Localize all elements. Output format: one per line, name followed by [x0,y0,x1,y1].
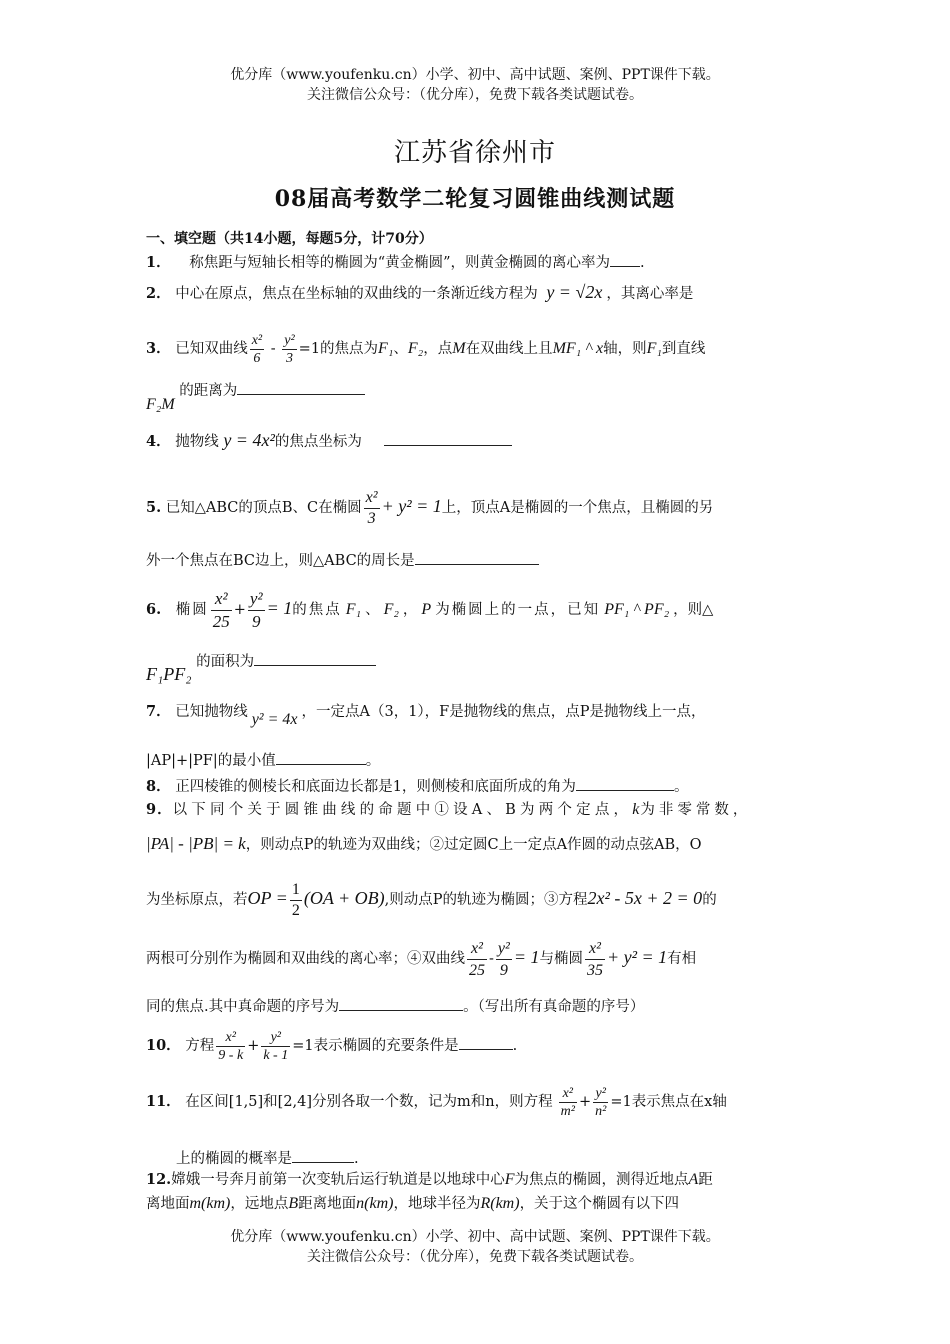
q5-tail: 上，顶点A是椭圆的一个焦点，且椭圆的另 [441,500,714,516]
footer-line-2: 关注微信公众号：（优分库），免费下载各类试题试卷。 [307,1249,643,1265]
q3-mid: =1的焦点为 [298,341,379,357]
question-10: 10． 方程 $\frac{\text{x²}}{9 - k}$ + $\frac{\text{y²}}{k - 1}$ =1表示椭圆的充要条件是 . [146,1029,518,1063]
answer-blank [276,750,366,765]
fraction: $\frac{\text{x²}}{\text{m²}}$ [560,1085,575,1119]
q-number: 8． [146,778,171,795]
answer-blank [459,1035,513,1050]
q4-tail: 的焦点坐标为 [274,434,362,450]
question-9-line-3: 为坐标原点，若OP = $\frac{1}{2}$ (OA + OB),则动点P的轨迹为椭圆；③方程2x² - 5x + 2 = 0的 [146,880,717,919]
fraction: $\frac{\text{y²}}{9}$ [249,588,263,631]
question-9-line-4: 两根可分别作为椭圆和双曲线的离心率；④双曲线 $\frac{\text{x²}}{25}$ - $\frac{\text{y²}}{9}$ = 1与椭圆 $\frac{\text{x²}}{35}$ + y² = 1有相 [146,939,697,979]
q-number: 1． [146,254,171,271]
q9-line2: ，则动点P的轨迹为双曲线；②过定圆C上一定点A作圆的动点弦AB，O [245,837,702,853]
q5-pre: 已知△ABC的顶点B、C在椭圆 [165,500,362,516]
answer-blank [237,380,365,395]
section-heading: 一、填空题（共14小题，每题5分，计70分） [146,231,433,247]
answer-blank [292,1148,354,1163]
question-3-line-2 [146,380,810,413]
question-7 [146,702,810,728]
q4-equation: y = 4x² [223,430,275,450]
question-7-line-2: |AP|+|PF|的最小值 。 [146,750,810,771]
q9-eq1: |PA| - |PB| = k [146,834,246,853]
question-9-line-2 [146,834,810,855]
fraction: $\frac{\text{y²}}{\text{n²}}$ [595,1085,607,1119]
question-12-line-2: 离地面m(km)，远地点B距离地面n(km)，地球半径为R(km)，关于这个椭圆有以下四 [146,1195,680,1212]
fraction: $\frac{\text{y²}}{3}$ [284,332,295,366]
q3-ask: 的距离为 [179,383,238,399]
fraction: $\frac{\text{x²}}{9 - k}$ [218,1029,244,1063]
q-number: 10． [146,1037,181,1054]
fraction: $\frac{\text{x²}}{6}$ [251,332,263,366]
q-number: 5. [146,499,162,516]
q3-f2m: F₂M [146,396,175,413]
title-city: 江苏省徐州市 [393,138,556,168]
q6-triangle: F₁PF₂ [146,664,192,684]
question-11-line-2: 上的椭圆的概率是 . [176,1148,840,1169]
q-number: 4． [146,433,171,450]
q7-equation: y² = 4x [251,711,298,728]
q5-line2: 外一个焦点在BC边上，则△ABC的周长是 [146,553,415,569]
q-number: 11． [146,1093,181,1110]
question-11: 11． 在区间[1,5]和[2,4]分别各取一个数，记为m和n，则方程 $\frac{\text{x²}}{\text{m²}}$ + $\frac{\text{y²}}{\text{n²}}$ =1表示焦点在x轴 [146,1085,727,1119]
question-8: 8． 正四棱锥的侧棱长和底面边长都是1，则侧棱和底面所成的角为 。 [146,778,689,795]
q-number: 9． [146,801,173,818]
q-number: 12. [146,1171,172,1188]
answer-blank [415,550,539,565]
answer-blank [576,776,674,791]
question-5-line-2 [146,550,810,571]
fraction: $\frac{\text{x²}}{25}$ [212,588,230,631]
header-line-1: 优分库（www.youfenku.cn）小学、初中、高中试题、案例、PPT课件下载。 [230,67,720,83]
fraction: $\frac{\text{y²}}{k - 1}$ [263,1029,289,1063]
q-number: 7． [146,703,171,720]
question-12: 12.嫦娥一号奔月前第一次变轨后运行轨道是以地球中心F为焦点的椭圆，测得近地点A距 [146,1171,713,1188]
fraction: $\frac{\text{x²}}{3}$ [365,488,378,527]
fraction: $\frac{\text{x²}}{25}$ [469,939,485,979]
q-number: 2． [146,285,171,302]
question-5 [146,486,810,529]
q7-line2: |AP|+|PF|的最小值 [146,753,276,769]
answer-blank [610,252,640,267]
fraction: $\frac{\text{x²}}{35}$ [586,939,603,979]
answer-blank [384,431,512,446]
answer-blank [339,996,463,1011]
question-2 [146,282,810,304]
q5-equation: + y² = 1 [381,496,442,516]
q4-pre: 抛物线 [175,434,219,450]
q2-tail: ，其离心率是 [606,286,694,302]
question-6-line-2 [146,650,810,684]
q9-line1: 以下同个关于圆锥曲线的命题中①设A、B为两个定点， [172,802,633,818]
q1-text: 称焦距与短轴长相等的椭圆为“黄金椭圆”，则黄金椭圆的离心率为 [189,255,611,271]
question-9: 9．以下同个关于圆锥曲线的命题中①设A、B为两个定点，k为非零常数， [146,801,752,818]
question-3: 3． 已知双曲线 $\frac{\text{x²}}{6}$ - $\frac{\text{y²}}{3}$ =1的焦点为F₁、F₂，点M在双曲线上且MF₁ ^ x轴，则F₁到直线 [146,332,706,366]
question-4 [146,430,810,452]
q2-equation: y = √2x [546,282,603,302]
question-6: 6. 椭圆 $\frac{\text{x²}}{25}$ + $\frac{\text{y²}}{9}$ = 1的焦点 F₁ 、 F₂ ， P 为椭圆上的一点，已知 PF₁ ^ PF₂ ，则△ [146,588,714,631]
q2-text: 中心在原点，焦点在坐标轴的双曲线的一条渐近线方程为 [175,286,538,302]
q3-pre: 已知双曲线 [175,341,248,357]
q-number: 3． [146,340,171,357]
answer-blank [254,651,376,666]
q7-tail: ，一定点A（3，1），F是抛物线的焦点，点P是抛物线上一点， [301,704,706,720]
q8-text: 正四棱锥的侧棱长和底面边长都是1，则侧棱和底面所成的角为 [175,779,576,795]
question-9-line-5: 同的焦点.其中真命题的序号为 。（写出所有真命题的序号） [146,996,810,1017]
footer-line-1: 优分库（www.youfenku.cn）小学、初中、高中试题、案例、PPT课件下载。 [230,1229,720,1245]
header-line-2: 关注微信公众号：（优分库），免费下载各类试题试卷。 [307,87,643,103]
fraction: $\frac{1}{2}$ [291,880,300,919]
question-1: 1． 称焦距与短轴长相等的椭圆为“黄金椭圆”，则黄金椭圆的离心率为 . [146,254,645,271]
q7-pre: 已知抛物线 [175,704,248,720]
q-number: 6. [146,601,162,618]
q6-pre: 椭圆 [175,602,209,618]
title-main: 08届高考数学二轮复习圆锥曲线测试题 [274,186,676,212]
q6-ask: 的面积为 [196,654,255,670]
fraction: $\frac{\text{y²}}{9}$ [497,939,510,979]
